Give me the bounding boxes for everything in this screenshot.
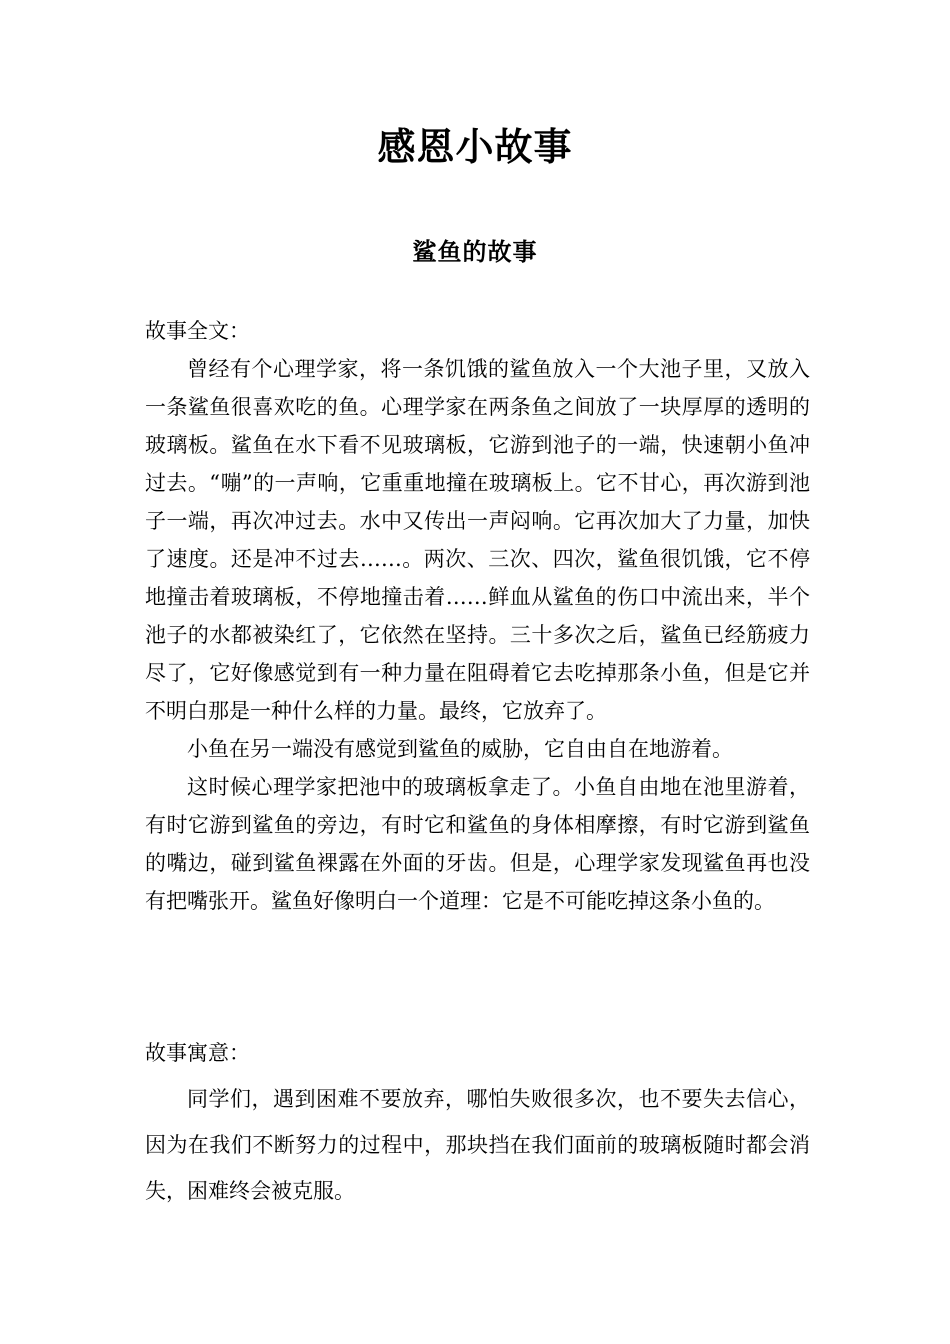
moral-label: 故事寓意： [145,1041,250,1065]
story-paragraph: 这时候心理学家把池中的玻璃板拿走了。小鱼自由地在池里游着，有时它游到鲨鱼的旁边，有时它和鲨鱼的身体相摩擦，有时它游到鲨鱼的嘴边，碰到鲨鱼裸露在外面的牙齿。但是，心理学家发现鲨鱼再也没有把嘴张开。鲨鱼好像明白一个道理：它是不可能吃掉这条小鱼的。 [145,775,810,913]
moral-paragraph: 同学们，遇到困难不要放弃，哪怕失败很多次，也不要失去信心，因为在我们不断努力的过程中，那块挡在我们面前的玻璃板随时都会消失，困难终会被克服。 [145,1087,810,1203]
story-paragraph: 小鱼在另一端没有感觉到鲨鱼的威胁，它自由自在地游着。 [187,737,733,761]
story-section [145,312,810,920]
story-paragraph: 曾经有个心理学家，将一条饥饿的鲨鱼放入一个大池子里，又放入一条鲨鱼很喜欢吃的鱼。心理学家在两条鱼之间放了一块厚厚的透明的玻璃板。鲨鱼在水下看不见玻璃板，它游到池子的一端，快速朝小鱼冲过去。“嘣”的一声响，它重重地撞在玻璃板上。它不甘心，再次游到池子一端，再次冲过去。水中又传出一声闷响。它再次加大了力量，加快了速度。还是冲不过去……。两次、三次、四次，鲨鱼很饥饿，它不停地撞击着玻璃板，不停地撞击着……鲜血从鲨鱼的伤口中流出来，半个池子的水都被染红了，它依然在坚持。三十多次之后，鲨鱼已经筋疲力尽了，它好像感觉到有一种力量在阻碍着它去吃掉那条小鱼，但是它并不明白那是一种什么样的力量。最终，它放弃了。 [145,357,810,723]
story-title: 鲨鱼的故事 [412,236,538,266]
moral-section [145,1034,810,1214]
document-title: 感恩小故事 [377,124,573,170]
story-label: 故事全文： [145,319,250,343]
